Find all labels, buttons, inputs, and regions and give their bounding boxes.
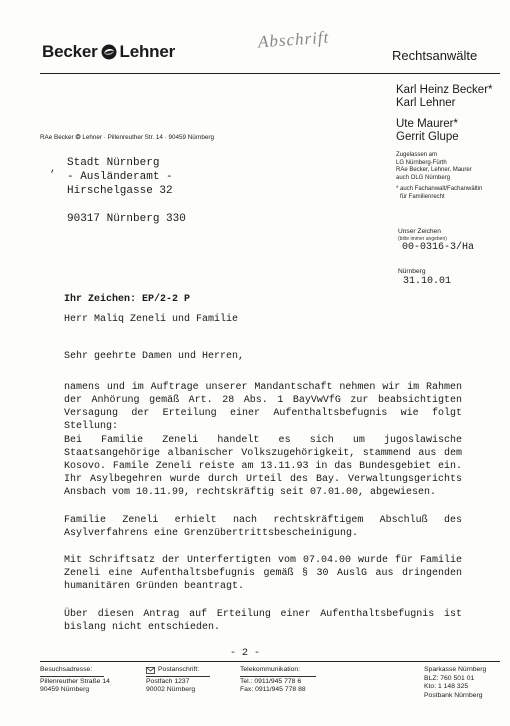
admission-line: Zugelassen am xyxy=(396,152,438,158)
specialist-note: für Familienrecht xyxy=(400,193,445,200)
footer-heading: Besuchsadresse: xyxy=(40,666,93,673)
paragraph: Bei Familie Zeneli handelt es sich um jugoslawische Staatsangehörige albanischer Volkszugehörigkeit, stammend aus dem Kosovo. Famile Zeneli reiste am 13.11.93 in das Bundesgebiet ein. Ihr Asylbegehren wurde durch Urteil des Bay. Verwaltungsgerichts Ansbach vom 10.11.99, rechtskräftig seit 07.01.00, abgewiesen. xyxy=(64,435,462,498)
footer-line: Kto: 1 148 325 xyxy=(424,683,469,691)
paragraph: namens und im Auftrage unserer Mandantschaft nehmen wir im Rahmen der Anhörung gemäß Art. 28 Abs. 1 BayVwVfG zur beabsichtigten Versagung der Erteilung einer Aufenthaltsbefugnis wie folgt Stellung: xyxy=(64,382,462,432)
letter-date: 31.10.01 xyxy=(403,276,452,287)
specialist-note: * auch Fachanwalt/Fachanwältin xyxy=(396,186,483,192)
header-divider xyxy=(40,73,500,74)
recipient-line: Stadt Nürnberg xyxy=(67,157,160,169)
firm-title: Rechtsanwälte xyxy=(392,48,478,63)
firm-emblem-icon xyxy=(101,44,117,60)
footer-bank xyxy=(424,666,486,700)
footer-line: Postfach 1237 xyxy=(146,677,190,685)
our-ref-label: Unser Zeichen xyxy=(398,228,441,235)
admission-line: auch OLG Nürnberg xyxy=(396,174,451,181)
firm-name-part1: Becker xyxy=(42,42,98,61)
footer-line: 90459 Nürnberg xyxy=(40,686,90,694)
footer-post-address xyxy=(146,666,210,695)
recipient-line: Hirschelgasse 32 xyxy=(67,185,173,197)
recipient-address xyxy=(67,156,186,226)
lawyer-name: Karl Lehner xyxy=(396,97,456,109)
salutation: Sehr geehrte Damen und Herren, xyxy=(64,351,245,362)
footer-line: Tel.: 0911/945 778 6 xyxy=(240,677,302,685)
footer-divider xyxy=(40,661,500,662)
lawyer-name: Gerrit Glupe xyxy=(396,131,459,143)
lawyer-name: Ute Maurer* xyxy=(396,118,458,130)
recipient-line: 90317 Nürnberg 330 xyxy=(67,213,186,225)
paragraph: Familie Zeneli erhielt nach rechtskräftigem Abschluß des Asylverfahrens eine Grenzübertrittsbescheinigung. xyxy=(64,515,462,539)
copy-stamp: Abschrift xyxy=(257,27,330,52)
lawyer-list xyxy=(396,84,506,201)
page-number: - 2 - xyxy=(230,648,261,659)
paragraph: Mit Schriftsatz der Unterfertigten vom 07.04.00 wurde für Familie Zeneli eine Aufenthaltsbefugnis gemäß § 30 AuslG aus dringenden humanitären Gründen beantragt. xyxy=(64,555,462,592)
address-mark: , xyxy=(50,164,57,175)
their-reference: Ihr Zeichen: EP/2-2 P xyxy=(64,294,191,305)
footer-heading: Postanschrift: xyxy=(158,666,200,673)
footer-heading: Sparkasse Nürnberg xyxy=(424,666,487,673)
our-ref-value: 00-0316-3/Ha xyxy=(402,242,475,253)
recipient-line: - Ausländeramt - xyxy=(67,171,173,183)
admission-line: LG Nürnberg-Fürth xyxy=(396,159,447,166)
place-label: Nürnberg xyxy=(398,268,426,275)
footer-line: Pillenreuther Straße 14 xyxy=(40,677,110,685)
envelope-icon xyxy=(146,667,155,674)
subject-line: Herr Maliq Zeneli und Familie xyxy=(64,314,239,325)
footer-line: BLZ: 760 501 01 xyxy=(424,674,475,682)
paragraph: Über diesen Antrag auf Erteilung einer Aufenthaltsbefugnis ist bislang nicht entschieden. xyxy=(64,609,462,633)
lawyer-name: Karl Heinz Becker* xyxy=(396,84,493,96)
footer-heading: Telekommunikation: xyxy=(240,666,301,673)
footer-line: 90002 Nürnberg xyxy=(146,686,196,694)
admission-line: RAe Becker, Lehner, Maurer xyxy=(396,167,472,173)
firm-logo xyxy=(42,42,175,62)
footer-line: Postbank Nürnberg xyxy=(424,691,483,699)
recipient-line xyxy=(67,198,186,212)
our-ref-hint: (bitte immer angeben) xyxy=(398,236,447,242)
footer-line: Fax: 0911/945 778 88 xyxy=(240,686,306,694)
firm-name-part2: Lehner xyxy=(119,42,175,61)
sender-return-line: RAe Becker ❂ Lehner · Pillenreuther Str. 14 · 90459 Nürnberg xyxy=(40,134,214,141)
footer-visit-address xyxy=(40,666,110,695)
footer-telecom xyxy=(240,666,316,695)
